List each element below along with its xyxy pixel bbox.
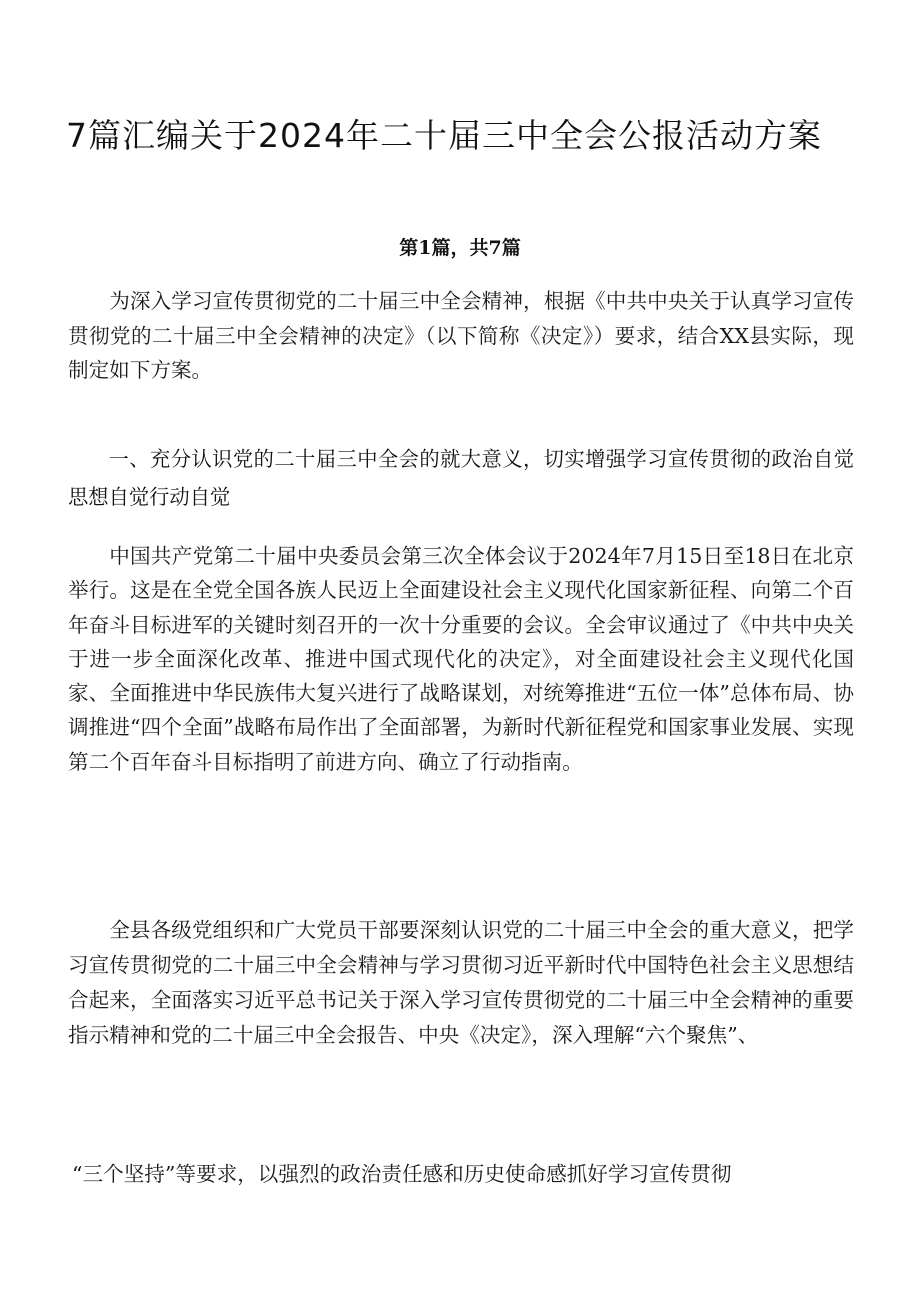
intro-paragraph: 为深入学习宣传贯彻党的二十届三中全会精神，根据《中共中央关于认真学习宣传贯彻党的二十届三中全会精神的决定》（以下简称《决定》）要求，结合XX县实际，现制定如下方案。 <box>68 289 854 383</box>
document-title: 7篇汇编关于2024年二十届三中全会公报活动方案 <box>66 116 822 155</box>
body-paragraph-3: 全县各级党组织和广大党员干部要深刻认识党的二十届三中全会的重大意义，把学习宣传贯彻党的二十届三中全会精神与学习贯彻习近平新时代中国特色社会主义思想结合起来，全面落实习近平总书记关于深入学习宣传贯彻党的二十届三中全会精神的重要指示精神和党的二十届三中全会报告、中央《决定》，深入理解“六个聚焦”、 <box>68 918 854 1047</box>
section-heading-1: 一、充分认识党的二十届三中全会的就大意义，切实增强学习宣传贯彻的政治自觉思想自觉行动自觉 <box>68 447 854 509</box>
part-label: 第1篇，共7篇 <box>399 237 521 259</box>
body-paragraph-2: 中国共产党第二十届中央委员会第三次全体会议于2024年7月15日至18日在北京举行。这是在全党全国各族人民迈上全面建设社会主义现代化国家新征程、向第二个百年奋斗目标进军的关键时刻召开的一次十分重要的会议。全会审议通过了《中共中央关于进一步全面深化改革、推进中国式现代化的决定》，对全面建设社会主义现代化国家、全面推进中华民族伟大复兴进行了战略谋划，对统筹推进“五位一体”总体布局、协调推进“四个全面”战略布局作出了全面部署，为新时代新征程党和国家事业发展、实现第二个百年奋斗目标指明了前进方向、确立了行动指南。 <box>68 544 854 774</box>
body-paragraph-4: “三个坚持”等要求，以强烈的政治责任感和历史使命感抓好学习宣传贯彻 <box>72 1162 732 1186</box>
